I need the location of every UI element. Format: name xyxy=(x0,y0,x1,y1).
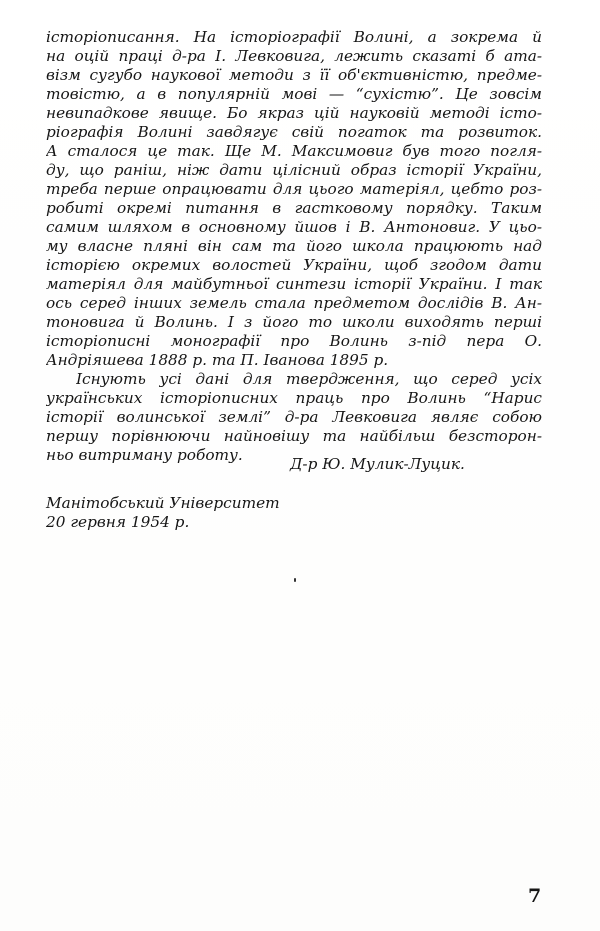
text-line: товістю, а в популярній мові — “сухістю”. Це зовсім xyxy=(46,85,542,103)
text-line: першу порівнюючи найновішу та найбільш безсторон- xyxy=(46,427,542,445)
document-date: 20 гервня 1954 р. xyxy=(46,513,190,531)
text-line: треба перше опрацювати для цього матеріял, цебто роз- xyxy=(46,180,542,198)
print-speck xyxy=(294,578,296,582)
text-line: му власне пляні він сам та його школа працюють над xyxy=(46,237,542,255)
text-line: українських історіописних праць про Волинь “Нарис xyxy=(46,389,542,407)
text-line: історією окремих волостей України, щоб згодом дати xyxy=(46,256,542,274)
author-signature: Д-р Ю. Мулик-Луцик. xyxy=(290,455,465,473)
text-line: ду, що раніш, ніж дати цілісний образ історії України, xyxy=(46,161,542,179)
text-line: самим шляхом в основному йшов і В. Антоновиг. У цьо- xyxy=(46,218,542,236)
text-line: матеріял для майбутньої синтези історії України. І так xyxy=(46,275,542,293)
text-line: тоновига й Волинь. І з його то школи виходять перші xyxy=(46,313,542,331)
text-line: на оцій праці д-ра І. Левковига, лежить сказаті б ата- xyxy=(46,47,542,65)
text-line: ріографія Волині завдягує свій погаток та розвиток. xyxy=(46,123,542,141)
text-line: Андріяшева 1888 р. та П. Іванова 1895 р. xyxy=(46,351,389,369)
page-number: 7 xyxy=(528,885,542,907)
text-line: візм сугубо наукової методи з її об'єктивністю, предме- xyxy=(46,66,542,84)
institution-name: Манітобський Університет xyxy=(46,494,280,512)
text-line: історії волинської землі” д-ра Левковига являє собою xyxy=(46,408,542,426)
text-line: робиті окремі питання в гастковому порядку. Таким xyxy=(46,199,542,217)
text-line: ось серед інших земель стала предметом дослідів В. Ан- xyxy=(46,294,542,312)
text-line: Існують усі дані для твердження, що серед усіх xyxy=(76,370,542,388)
text-line: ньо витриману роботу. xyxy=(46,446,243,464)
text-line: А сталося це так. Ще М. Максимовиг був того погля- xyxy=(46,142,542,160)
text-line: історіописні монографії про Волинь з-під пера О. xyxy=(46,332,542,350)
text-line: історіописання. На історіографії Волині, а зокрема й xyxy=(46,28,542,46)
text-line: невипадкове явище. Бо якраз цій науковій методі істо- xyxy=(46,104,542,122)
